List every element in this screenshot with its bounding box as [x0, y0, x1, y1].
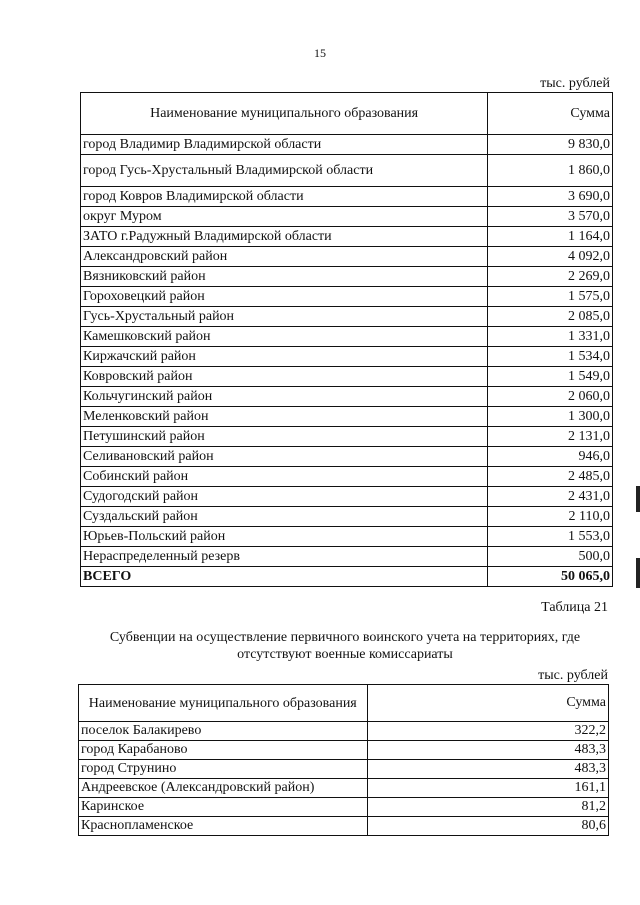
row-sum: 322,2	[367, 722, 608, 741]
row-sum: 483,3	[367, 741, 608, 760]
row-sum: 500,0	[488, 547, 613, 567]
table2-caption: Субвенции на осуществление первичного воинского учета на территориях, где отсутствуют военные комиссариаты	[109, 630, 581, 662]
table-row	[81, 207, 613, 227]
page-number: 15	[314, 46, 326, 60]
table-row	[81, 467, 613, 487]
row-sum: 3 690,0	[488, 187, 613, 207]
row-sum: 81,2	[367, 798, 608, 817]
header-name: Наименование муниципального образования	[81, 93, 488, 135]
table-row	[81, 427, 613, 447]
table-row	[81, 347, 613, 367]
row-sum: 946,0	[488, 447, 613, 467]
row-sum: 161,1	[367, 779, 608, 798]
row-sum: 1 534,0	[488, 347, 613, 367]
row-sum: 1 549,0	[488, 367, 613, 387]
row-sum: 1 331,0	[488, 327, 613, 347]
row-sum: 2 131,0	[488, 427, 613, 447]
row-name: Суздальский район	[81, 507, 488, 527]
row-name: Петушинский район	[81, 427, 488, 447]
row-name: Судогодский район	[81, 487, 488, 507]
row-name: Краснопламенское	[79, 817, 368, 836]
row-sum: 2 485,0	[488, 467, 613, 487]
total-row	[81, 567, 613, 587]
row-sum: 80,6	[367, 817, 608, 836]
table-row	[81, 307, 613, 327]
table-row	[81, 547, 613, 567]
row-name: Гороховецкий район	[81, 287, 488, 307]
row-name: Андреевское (Александровский район)	[79, 779, 368, 798]
row-name: округ Муром	[81, 207, 488, 227]
row-sum: 2 431,0	[488, 487, 613, 507]
row-sum: 2 060,0	[488, 387, 613, 407]
row-name: город Струнино	[79, 760, 368, 779]
table-row	[81, 287, 613, 307]
row-name: Нераспределенный резерв	[81, 547, 488, 567]
row-name: ЗАТО г.Радужный Владимирской области	[81, 227, 488, 247]
row-name: Селивановский район	[81, 447, 488, 467]
table-row	[81, 187, 613, 207]
row-name: Ковровский район	[81, 367, 488, 387]
row-name: Меленковский район	[81, 407, 488, 427]
row-sum: 483,3	[367, 760, 608, 779]
table-row	[81, 227, 613, 247]
military-registration-table	[78, 684, 609, 836]
row-sum: 9 830,0	[488, 135, 613, 155]
table-row	[81, 267, 613, 287]
table2-unit: тыс. рублей	[538, 668, 608, 683]
total-sum: 50 065,0	[488, 567, 613, 587]
table-row	[79, 741, 609, 760]
scan-edge-mark	[636, 486, 640, 512]
table-row	[81, 247, 613, 267]
row-sum: 1 860,0	[488, 155, 613, 187]
header-sum: Сумма	[488, 93, 613, 135]
row-sum: 3 570,0	[488, 207, 613, 227]
row-sum: 2 085,0	[488, 307, 613, 327]
table-number-label: Таблица 21	[541, 600, 608, 615]
table1-unit: тыс. рублей	[540, 76, 610, 91]
subsidy-table	[80, 92, 613, 587]
row-name: Александровский район	[81, 247, 488, 267]
table-row	[79, 817, 609, 836]
row-name: город Ковров Владимирской области	[81, 187, 488, 207]
scan-edge-mark	[636, 558, 640, 588]
table-row	[79, 798, 609, 817]
row-name: Каринское	[79, 798, 368, 817]
row-name: Камешковский район	[81, 327, 488, 347]
row-name: город Владимир Владимирской области	[81, 135, 488, 155]
table-row	[81, 327, 613, 347]
table-row	[81, 135, 613, 155]
table-row	[81, 447, 613, 467]
row-sum: 1 575,0	[488, 287, 613, 307]
table-row	[81, 527, 613, 547]
table-row	[81, 507, 613, 527]
header-name: Наименование муниципального образования	[79, 685, 368, 722]
total-label: ВСЕГО	[81, 567, 488, 587]
row-name: Юрьев-Польский район	[81, 527, 488, 547]
row-name: Кольчугинский район	[81, 387, 488, 407]
row-name: Собинский район	[81, 467, 488, 487]
table-row	[81, 367, 613, 387]
table-row	[81, 407, 613, 427]
row-name: Киржачский район	[81, 347, 488, 367]
table-row	[81, 387, 613, 407]
table-row	[79, 760, 609, 779]
row-name: поселок Балакирево	[79, 722, 368, 741]
row-name: Гусь-Хрустальный район	[81, 307, 488, 327]
row-sum: 1 553,0	[488, 527, 613, 547]
row-sum: 4 092,0	[488, 247, 613, 267]
table-row	[79, 722, 609, 741]
row-sum: 1 164,0	[488, 227, 613, 247]
row-sum: 2 110,0	[488, 507, 613, 527]
header-sum: Сумма	[367, 685, 608, 722]
row-name: Вязниковский район	[81, 267, 488, 287]
table-row	[79, 779, 609, 798]
row-name: город Гусь-Хрустальный Владимирской области	[81, 155, 488, 187]
row-sum: 1 300,0	[488, 407, 613, 427]
table-row	[81, 487, 613, 507]
row-sum: 2 269,0	[488, 267, 613, 287]
table-row	[81, 155, 613, 187]
row-name: город Карабаново	[79, 741, 368, 760]
